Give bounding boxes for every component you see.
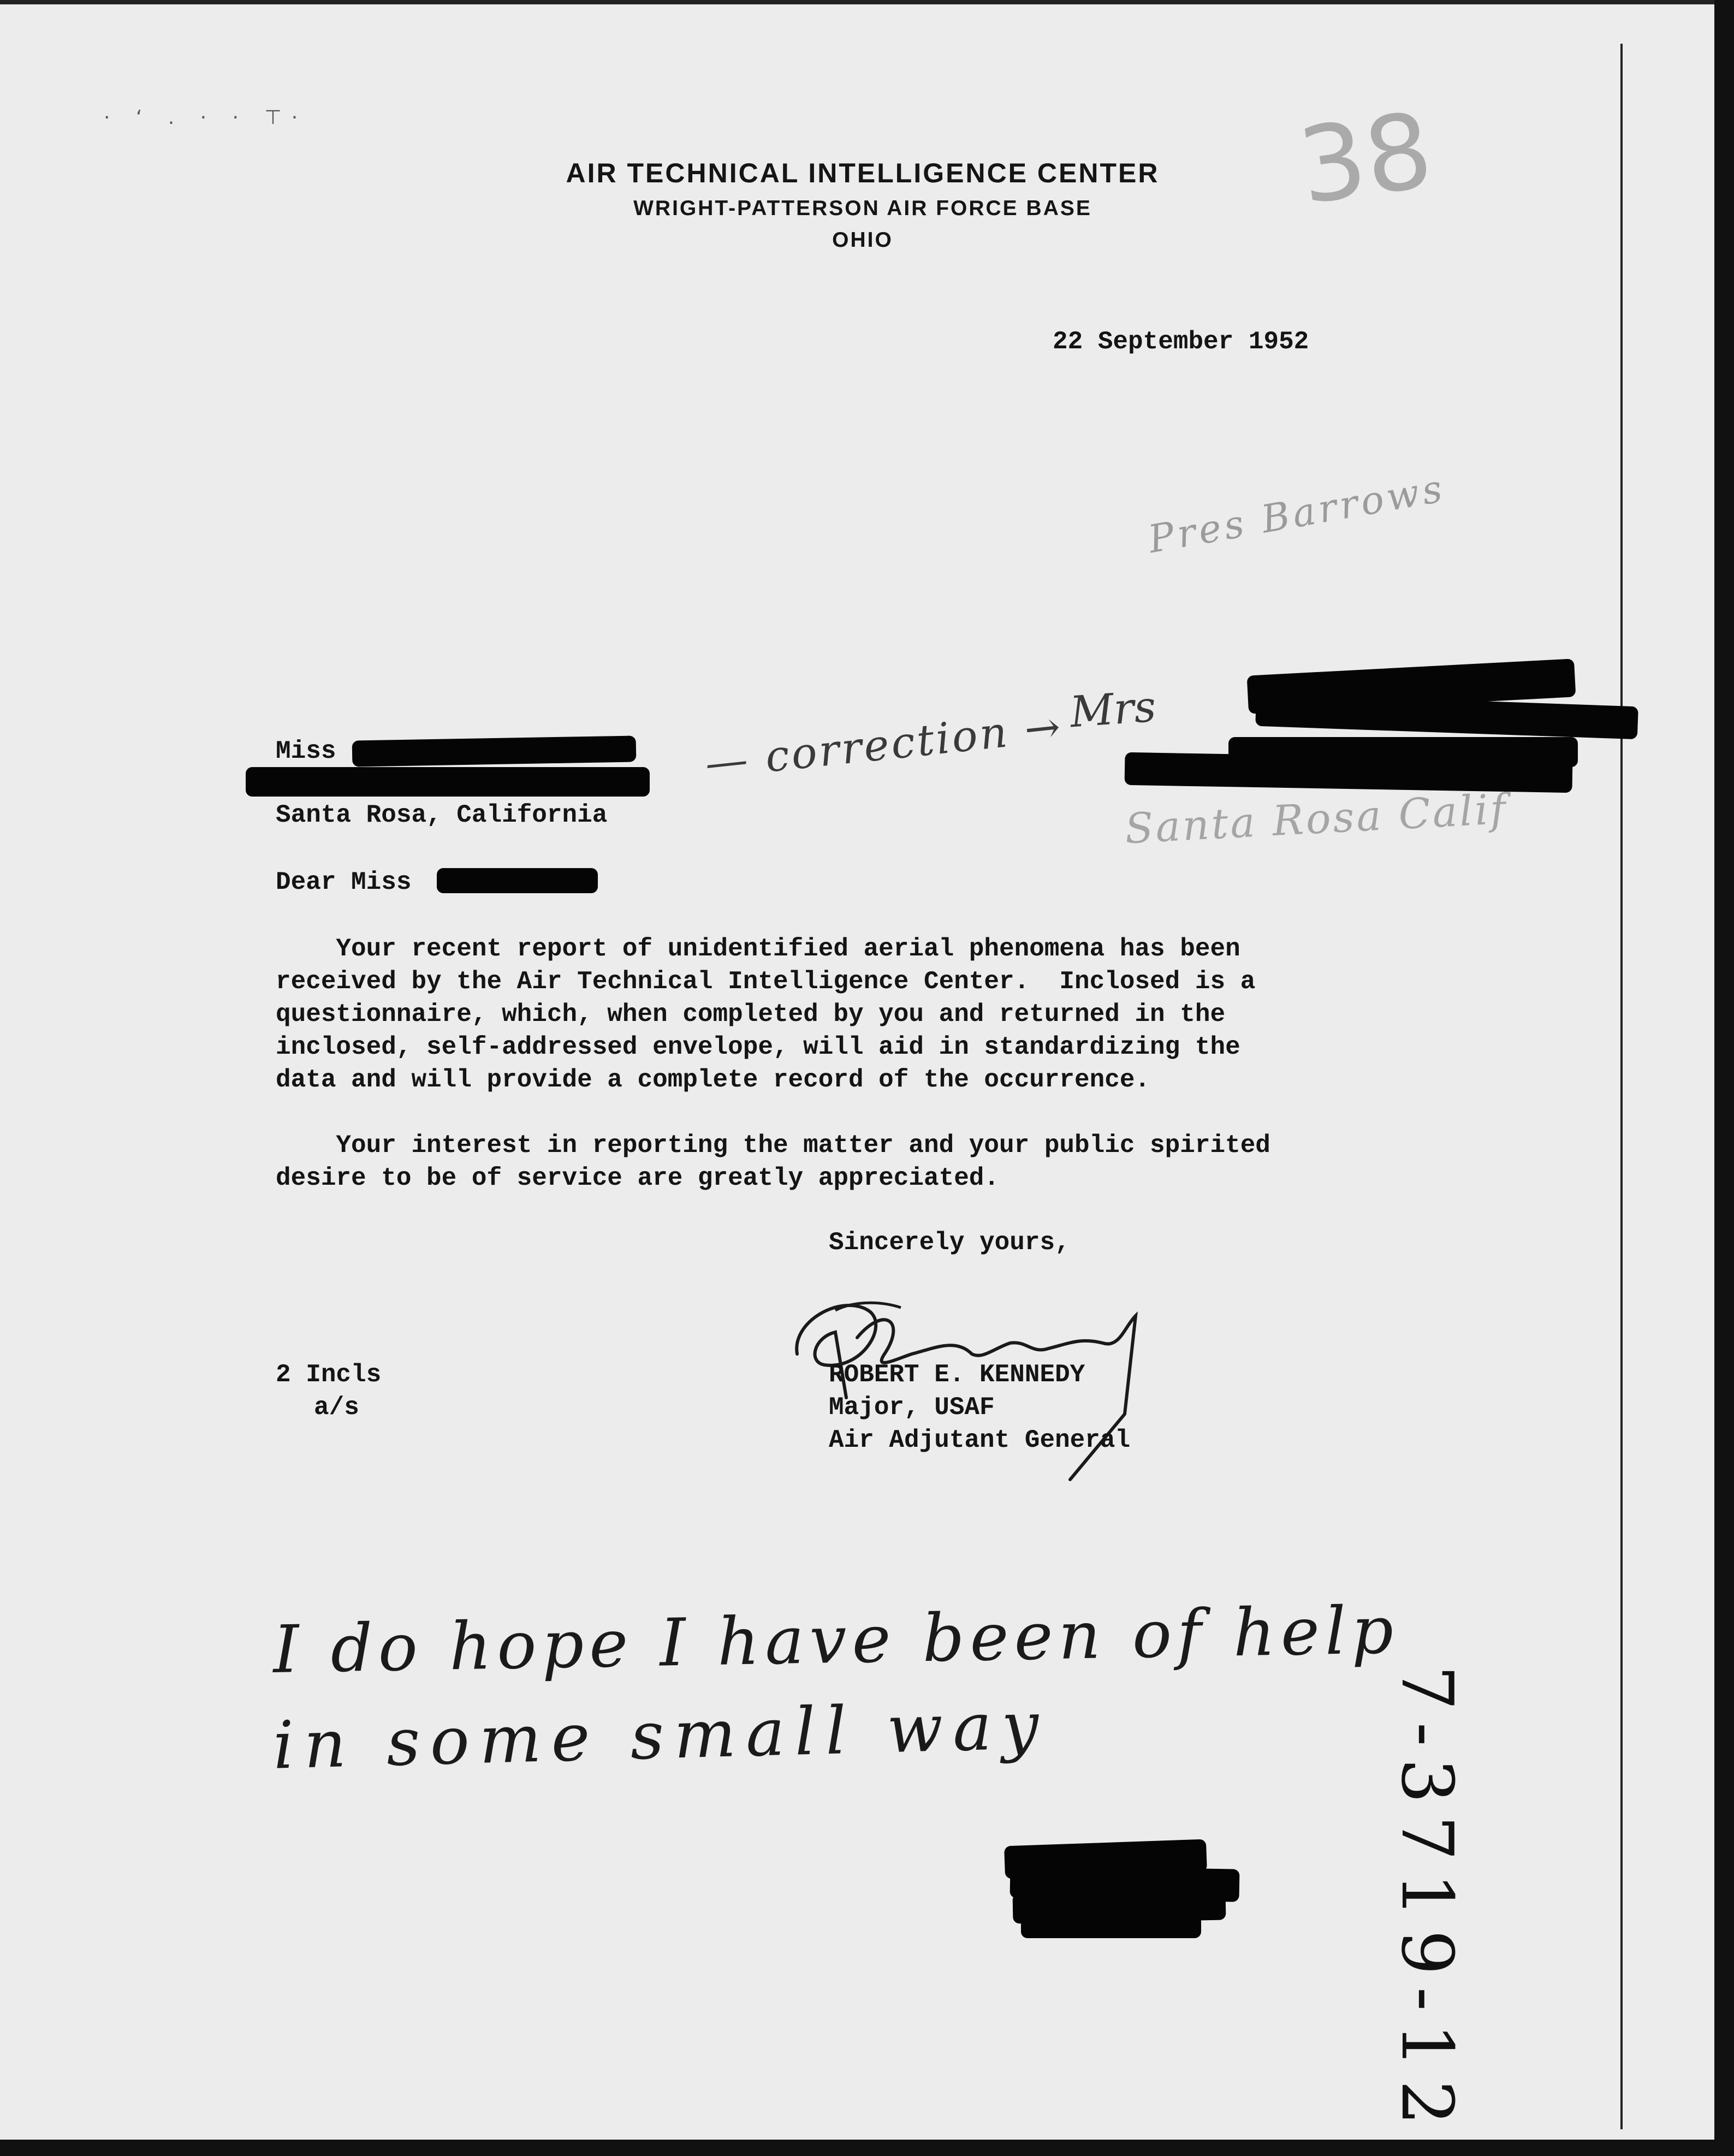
signature-block xyxy=(829,1358,1130,1457)
inclosures xyxy=(276,1358,381,1424)
inclosure-note: a/s xyxy=(314,1393,359,1422)
film-border-top xyxy=(0,0,1734,4)
redaction-bar xyxy=(352,735,637,767)
redaction-bar xyxy=(1255,693,1638,739)
body-line: questionnaire, which, when completed by you and returned in the xyxy=(276,1000,1226,1029)
pencil-city-note: Santa Rosa Calif xyxy=(1124,784,1509,853)
signer-rank: Major, USAF xyxy=(829,1393,995,1422)
redaction-bar xyxy=(437,868,598,893)
addressee-title: Miss xyxy=(276,737,336,765)
pencil-note: Pres Barrows xyxy=(1145,465,1449,562)
page-edge-line xyxy=(1620,44,1623,2129)
body-line: inclosed, self-addressed envelope, will aid in standardizing the xyxy=(276,1033,1240,1061)
letterhead-title: AIR TECHNICAL INTELLIGENCE CENTER xyxy=(566,158,1160,188)
body-line: received by the Air Technical Intelligence Center. Inclosed is a xyxy=(276,967,1256,996)
salutation: Dear Miss xyxy=(276,868,412,896)
body-line: Your interest in reporting the matter and your public spirited xyxy=(276,1131,1270,1160)
correction-title: Mrs xyxy=(1068,682,1158,738)
correction-note: — correction → xyxy=(703,702,1065,789)
letterhead-base: WRIGHT-PATTERSON AIR FORCE BASE xyxy=(633,197,1092,220)
letterhead-state: OHIO xyxy=(832,228,893,252)
body-paragraph-1 xyxy=(276,933,1477,1096)
film-border-right xyxy=(1714,0,1734,2156)
body-line: Your recent report of unidentified aerial phenomena has been xyxy=(276,935,1240,963)
corner-scribble: · ʻ . · · ⊤· xyxy=(104,106,308,129)
body-line: desire to be of service are greatly appreciated. xyxy=(276,1164,1000,1192)
redaction-bar xyxy=(246,767,650,797)
film-border-bottom xyxy=(0,2140,1734,2156)
body-line: data and will provide a complete record of the occurrence. xyxy=(276,1066,1150,1094)
addressee-city: Santa Rosa, California xyxy=(276,801,608,829)
inclosure-count: 2 Incls xyxy=(276,1361,382,1389)
signer-position: Air Adjutant General xyxy=(829,1426,1131,1454)
body-paragraph-2 xyxy=(276,1129,1477,1195)
page-mark: 38 xyxy=(1291,90,1439,228)
closing: Sincerely yours, xyxy=(829,1228,1070,1257)
redaction-bar xyxy=(1021,1914,1201,1938)
case-number: 7-3719-12 xyxy=(1386,1665,1469,2137)
handwritten-note-line-1: I do hope I have been of help xyxy=(272,1593,1400,1688)
signer-name: ROBERT E. KENNEDY xyxy=(829,1361,1085,1389)
handwritten-note-line-2: in some small way xyxy=(272,1688,1050,1784)
letter-date: 22 September 1952 xyxy=(1053,328,1309,356)
